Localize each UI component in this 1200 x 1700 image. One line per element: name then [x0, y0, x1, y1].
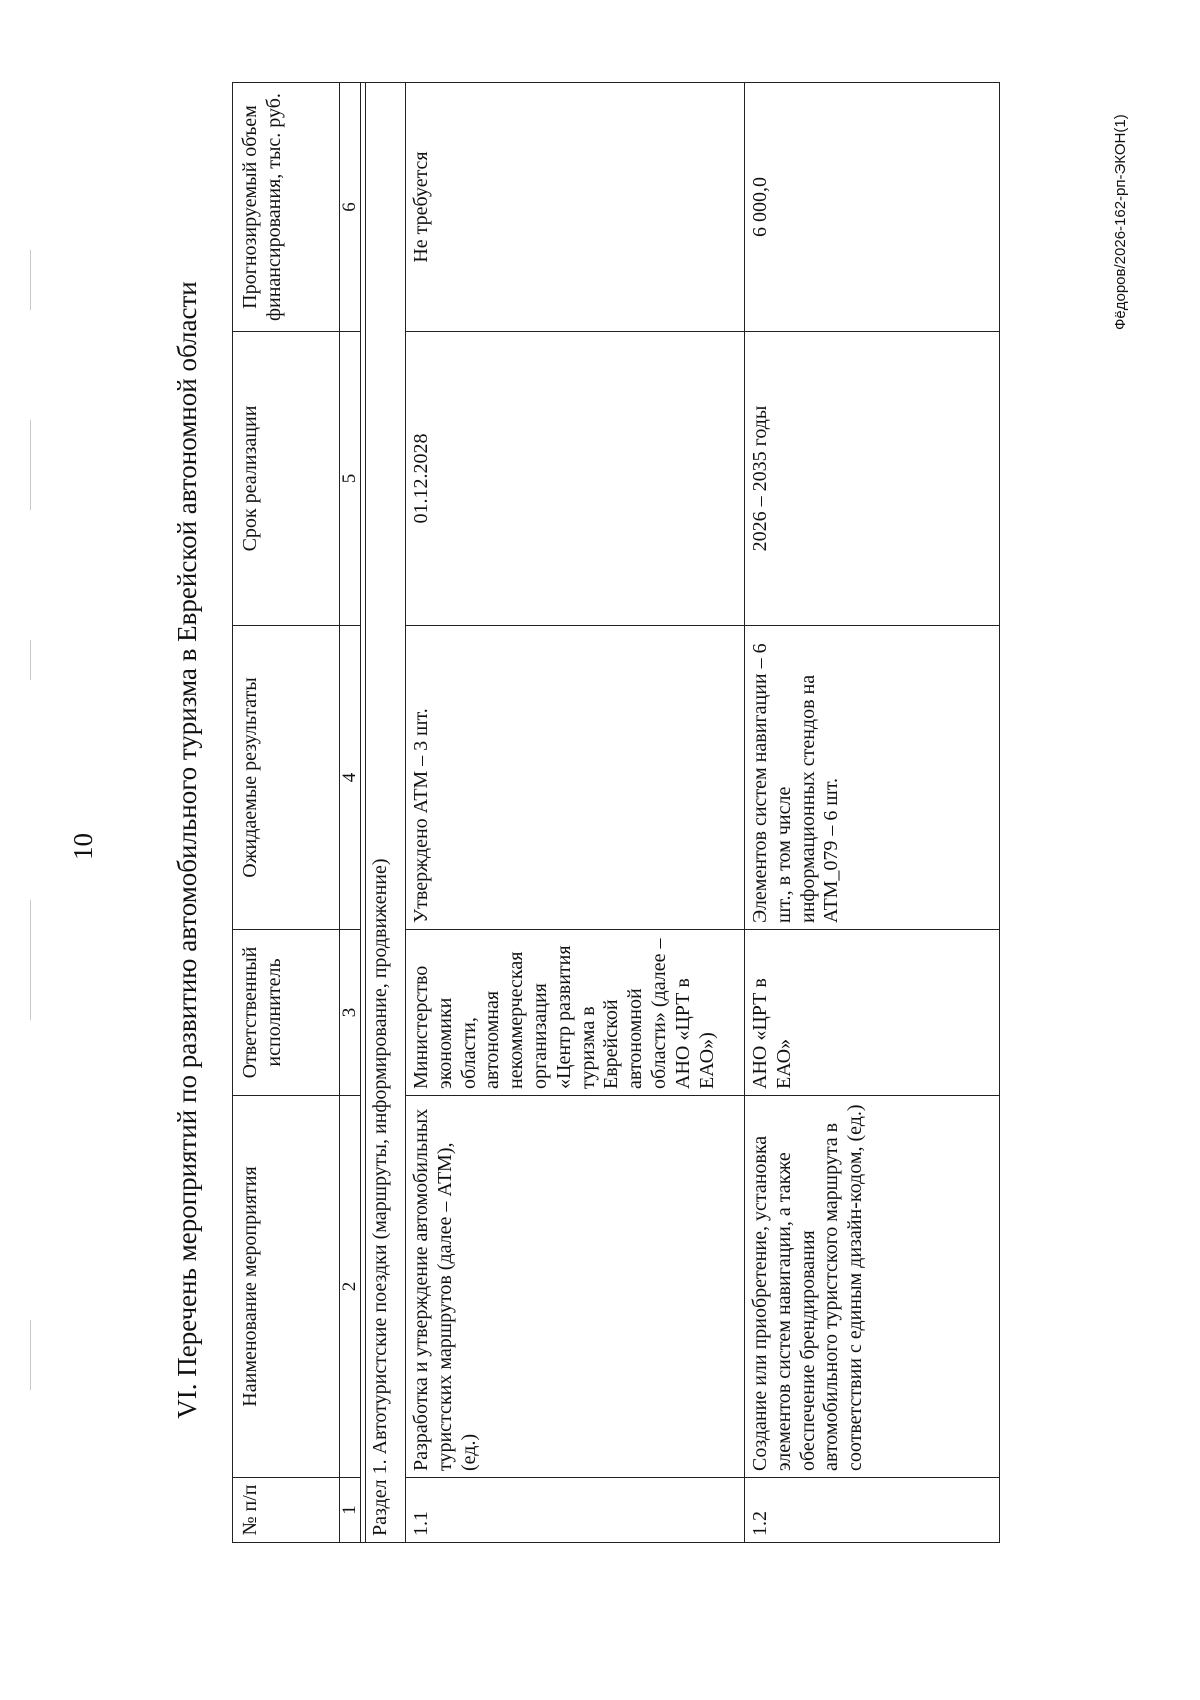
section-title: Раздел 1. Автотуристские поездки (маршруты, информирование, продвижение): [366, 83, 406, 1543]
header-cell-executor: Ответственный исполнитель: [233, 930, 340, 1096]
header-row: [233, 83, 340, 1543]
row-number: 1.2: [745, 1478, 1000, 1543]
table-row: [406, 83, 745, 1543]
header-cell-funding: Прогнозируемый объем финансирования, тыс. руб.: [233, 83, 340, 332]
header-cell-name: Наименование мероприятия: [233, 1096, 340, 1478]
implementation-term: 01.12.2028: [406, 332, 745, 626]
measures-table: [232, 82, 1000, 1543]
executor: АНО «ЦРТ в ЕАО»: [745, 930, 1000, 1096]
measure-name: Создание или приобретение, установка элементов систем навигации, а также обеспечение брендирования автомобильного туристского маршрута в соответствии с единым дизайн-кодом, (ед.): [745, 1096, 1000, 1478]
expected-results: Утверждено АТМ – 3 шт.: [406, 626, 745, 930]
implementation-term: 2026 – 2035 годы: [745, 332, 1000, 626]
page-title: VI. Перечень мероприятий по развитию автомобильного туризма в Еврейской автономной области: [172, 281, 202, 1419]
header-cell-term: Срок реализации: [233, 332, 340, 626]
executor: Министерство экономики области, автономная некоммерческая организация «Центр развития туризма в Еврейской автономной области» (далее – АНО «ЦРТ в ЕАО»): [406, 930, 745, 1096]
section-row: [366, 83, 406, 1543]
document-code: Фёдоров/2026-162-рп-ЭКОН(1): [1112, 114, 1129, 330]
header-cell-number: № п/п: [233, 1478, 340, 1543]
row-number: 1.1: [406, 1478, 745, 1543]
column-number: 5: [340, 332, 361, 626]
measure-name: Разработка и утверждение автомобильных туристских маршрутов (далее – АТМ), (ед.): [406, 1096, 745, 1478]
column-number: 6: [340, 83, 361, 332]
table-row: [745, 83, 1000, 1543]
column-number: 1: [340, 1478, 361, 1543]
header-cell-results: Ожидаемые результаты: [233, 626, 340, 930]
expected-results: Элементов систем навигации – 6 шт., в том числе информационных стендов на АТМ_079 – 6 шт.: [745, 626, 1000, 930]
column-number: 4: [340, 626, 361, 930]
funding-amount: 6 000,0: [745, 83, 1000, 332]
column-number-row: [340, 83, 361, 1543]
funding-amount: Не требуется: [406, 83, 745, 332]
column-number: 3: [340, 930, 361, 1096]
page-number: 10: [68, 833, 98, 860]
column-number: 2: [340, 1096, 361, 1478]
